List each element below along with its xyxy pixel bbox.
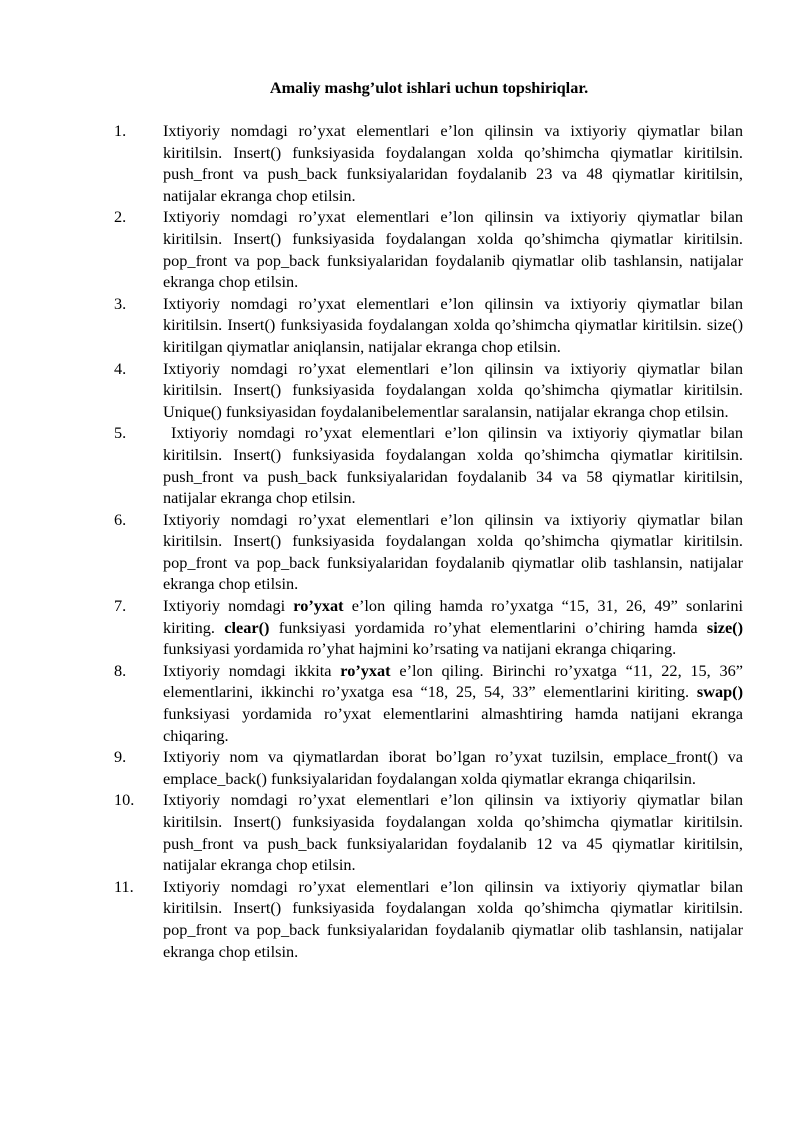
task-text: Ixtiyoriy nomdagi ikkita ro’yxat e’lon qiling. Birinchi ro’yxatga “11, 22, 15, 36” elementlarini, ikkinchi ro’yxatga esa “18, 25, 54, 33” elementlarini kiriting. swap() funksiyasi yordamida ro’yxat elementlarini almashtiring hamda natijani ekranga chiqaring. <box>163 660 743 745</box>
task-number: 11. <box>114 876 134 896</box>
task-number: 2. <box>114 207 127 227</box>
page-title: Amaliy mashg’ulot ishlari uchun topshiriqlar. <box>269 78 589 97</box>
task-number: 3. <box>114 293 127 313</box>
task-item-8 <box>0 660 800 746</box>
bold-term: size() <box>706 617 744 637</box>
task-item-3 <box>0 293 800 358</box>
task-item-9 <box>0 746 800 789</box>
task-number: 1. <box>114 121 127 140</box>
task-number: 8. <box>114 660 127 680</box>
task-text: Ixtiyoriy nomdagi ro’yxat elementlari e’lon qilinsin va ixtiyoriy qiymatlar bilan kiritilsin. Insert() funksiyasida foydalangan xolda qo’shimcha qiymatlar kiritilsin. push_front va push_back funksiyalaridan foydalanib 34 va 58 qiymatlar kiritilsin, natijalar ekranga chop etilsin. <box>163 423 743 508</box>
bold-term: swap() <box>696 682 743 702</box>
task-number: 9. <box>114 747 127 767</box>
task-list <box>0 120 800 962</box>
task-text: Ixtiyoriy nomdagi ro’yxat elementlari e’lon qilinsin va ixtiyoriy qiymatlar bilan kiritilsin. Insert() funksiyasida foydalangan xolda qo’shimcha qiymatlar kiritilsin. push_front va push_back funksiyalaridan foydalanib 12 va 45 qiymatlar kiritilsin, natijalar ekranga chop etilsin. <box>163 790 743 875</box>
task-item-4 <box>0 358 800 423</box>
task-text: Ixtiyoriy nomdagi ro’yxat e’lon qiling hamda ro’yxatga “15, 31, 26, 49” sonlarini kiriting. clear() funksiyasi yordamida ro’yhat elementlarini o’chiring hamda size() funksiyasi yordamida ro’yhat hajmini ko’rsating va natijani ekranga chiqaring. <box>163 596 744 659</box>
task-item-10 <box>0 789 800 875</box>
task-text: Ixtiyoriy nom va qiymatlardan iborat bo’lgan ro’yxat tuzilsin, emplace_front() va emplace_back() funksiyalaridan foydalangan xolda qiymatlar ekranga chiqarilsin. <box>163 747 743 788</box>
task-text: Ixtiyoriy nomdagi ro’yxat elementlari e’lon qilinsin va ixtiyoriy qiymatlar bilan kiritilsin. Insert() funksiyasida foydalangan xolda qo’shimcha qiymatlar kiritilsin. push_front va push_back funksiyalaridan foydalanib 23 va 48 qiymatlar kiritilsin, natijalar ekranga chop etilsin. <box>163 121 743 205</box>
task-number: 10. <box>114 790 135 810</box>
task-item-2 <box>0 206 800 292</box>
task-text: Ixtiyoriy nomdagi ro’yxat elementlari e’lon qilinsin va ixtiyoriy qiymatlar bilan kiritilsin. Insert() funksiyasida foydalangan xolda qo’shimcha qiymatlar kiritilsin. size() kiritilgan qiymatlar aniqlansin, natijalar ekranga chop etilsin. <box>163 293 743 356</box>
task-item-11 <box>0 876 800 962</box>
task-number: 7. <box>114 596 127 616</box>
task-number: 5. <box>114 423 127 443</box>
task-item-7 <box>0 595 800 660</box>
task-text: Ixtiyoriy nomdagi ro’yxat elementlari e’lon qilinsin va ixtiyoriy qiymatlar bilan kiritilsin. Insert() funksiyasida foydalangan xolda qo’shimcha qiymatlar kiritilsin. Unique() funksiyasidan foydalanibelementlar saralansin, natijalar ekranga chop etilsin. <box>163 358 743 421</box>
task-text: Ixtiyoriy nomdagi ro’yxat elementlari e’lon qilinsin va ixtiyoriy qiymatlar bilan kiritilsin. Insert() funksiyasida foydalangan xolda qo’shimcha qiymatlar kiritilsin. pop_front va pop_back funksiyalaridan foydalanib qiymatlar olib tashlansin, natijalar ekranga chop etilsin. <box>163 876 743 961</box>
bold-term: ro’yxat <box>340 660 391 680</box>
task-text: Ixtiyoriy nomdagi ro’yxat elementlari e’lon qilinsin va ixtiyoriy qiymatlar bilan kiritilsin. Insert() funksiyasida foydalangan xolda qo’shimcha qiymatlar kiritilsin. pop_front va pop_back funksiyalaridan foydalanib qiymatlar olib tashlansin, natijalar ekranga chop etilsin. <box>163 509 743 594</box>
task-item-1 <box>0 120 800 206</box>
bold-term: ro’yxat <box>293 596 344 616</box>
bold-term: clear() <box>224 617 270 637</box>
task-number: 6. <box>114 509 127 529</box>
task-number: 4. <box>114 358 127 378</box>
task-item-6 <box>0 509 800 595</box>
task-text: Ixtiyoriy nomdagi ro’yxat elementlari e’lon qilinsin va ixtiyoriy qiymatlar bilan kiritilsin. Insert() funksiyasida foydalangan xolda qo’shimcha qiymatlar kiritilsin. pop_front va pop_back funksiyalaridan foydalanib qiymatlar olib tashlansin, natijalar ekranga chop etilsin. <box>163 207 743 292</box>
task-item-5 <box>0 422 800 508</box>
